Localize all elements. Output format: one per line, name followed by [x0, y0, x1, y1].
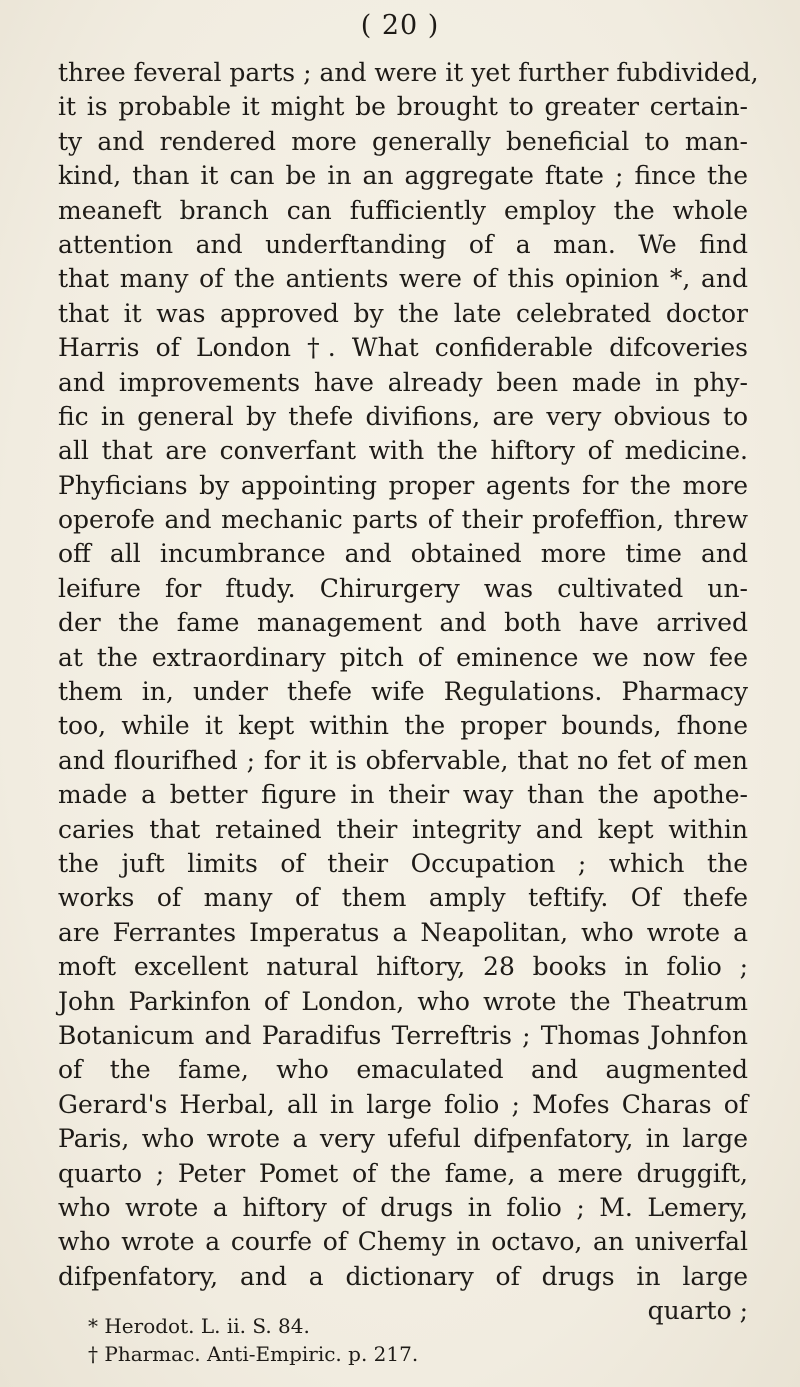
text-line: too, while it kept within the proper bounds, fhone	[58, 711, 748, 741]
text-line: three feveral parts ; and were it yet further fubdivided,	[58, 58, 759, 87]
text-line: Gerard's Herbal, all in large folio ; Mofes Charas of	[58, 1089, 748, 1119]
text-line: who wrote a hiftory of drugs in folio ; M. Lemery,	[58, 1192, 748, 1222]
text-line: operofe and mechanic parts of their profeffion, threw	[58, 505, 748, 535]
text-line: are Ferrantes Imperatus a Neapolitan, who wrote a	[58, 917, 748, 947]
text-line: and flourifhed ; for it is obfervable, that no fet of men	[58, 745, 748, 775]
text-line: them in, under thefe wife Regulations. Pharmacy	[58, 677, 748, 707]
footnotes	[88, 1312, 728, 1368]
text-line: Botanicum and Paradifus Terreftris ; Thomas Johnfon	[58, 1020, 748, 1050]
text-line: meaneft branch can fufficiently employ the whole	[58, 195, 748, 225]
text-line: works of many of them amply teftify. Of thefe	[58, 883, 748, 913]
text-line: Phyficians by appointing proper agents for the more	[58, 470, 748, 500]
footnote-pharmac: † Pharmac. Anti-Empiric. p. 217.	[88, 1342, 419, 1366]
text-line: and improvements have already been made in phy-	[58, 367, 748, 397]
catchword-line: quarto ;	[647, 1296, 748, 1326]
text-line: difpenfatory, and a dictionary of drugs in large	[58, 1261, 748, 1291]
footnote-herodot: * Herodot. L. ii. S. 84.	[88, 1314, 310, 1338]
text-line: that it was approved by the late celebrated doctor	[58, 298, 748, 328]
text-line: who wrote a courfe of Chemy in octavo, an univerfal	[58, 1227, 748, 1257]
text-line: attention and underftanding of a man. We find	[58, 229, 748, 259]
text-line: kind, than it can be in an aggregate ftate ; fince the	[58, 161, 748, 191]
text-line: of the fame, who emaculated and augmented	[58, 1055, 748, 1085]
text-line: moft excellent natural hiftory, 28 books in folio ;	[58, 952, 748, 982]
text-line: it is probable it might be brought to greater certain-	[58, 92, 748, 122]
text-line: quarto ; Peter Pomet of the fame, a mere druggift,	[58, 1158, 748, 1188]
text-line: fic in general by thefe divifions, are very obvious to	[58, 401, 748, 431]
text-line: the juft limits of their Occupation ; which the	[58, 848, 748, 878]
page-number: ( 20 )	[360, 10, 440, 41]
text-line: caries that retained their integrity and kept within	[58, 814, 748, 844]
text-line: Harris of London †. What confiderable difcoveries	[58, 333, 748, 363]
text-line: Paris, who wrote a very ufeful difpenfatory, in large	[58, 1124, 748, 1154]
text-line: off all incumbrance and obtained more time and	[58, 539, 748, 569]
text-line: John Parkinfon of London, who wrote the Theatrum	[58, 986, 748, 1016]
text-line: ty and rendered more generally beneficial to man-	[58, 126, 748, 156]
text-line: made a better figure in their way than the apothe-	[58, 780, 748, 810]
text-line: leifure for ftudy. Chirurgery was cultivated un-	[58, 573, 748, 603]
text-line: at the extraordinary pitch of eminence we now fee	[58, 642, 748, 672]
text-line: der the fame management and both have arrived	[58, 608, 748, 638]
body-text	[58, 56, 759, 1328]
text-line: all that are converfant with the hiftory of medicine.	[58, 436, 748, 466]
text-line: that many of the antients were of this opinion *, and	[58, 264, 748, 294]
